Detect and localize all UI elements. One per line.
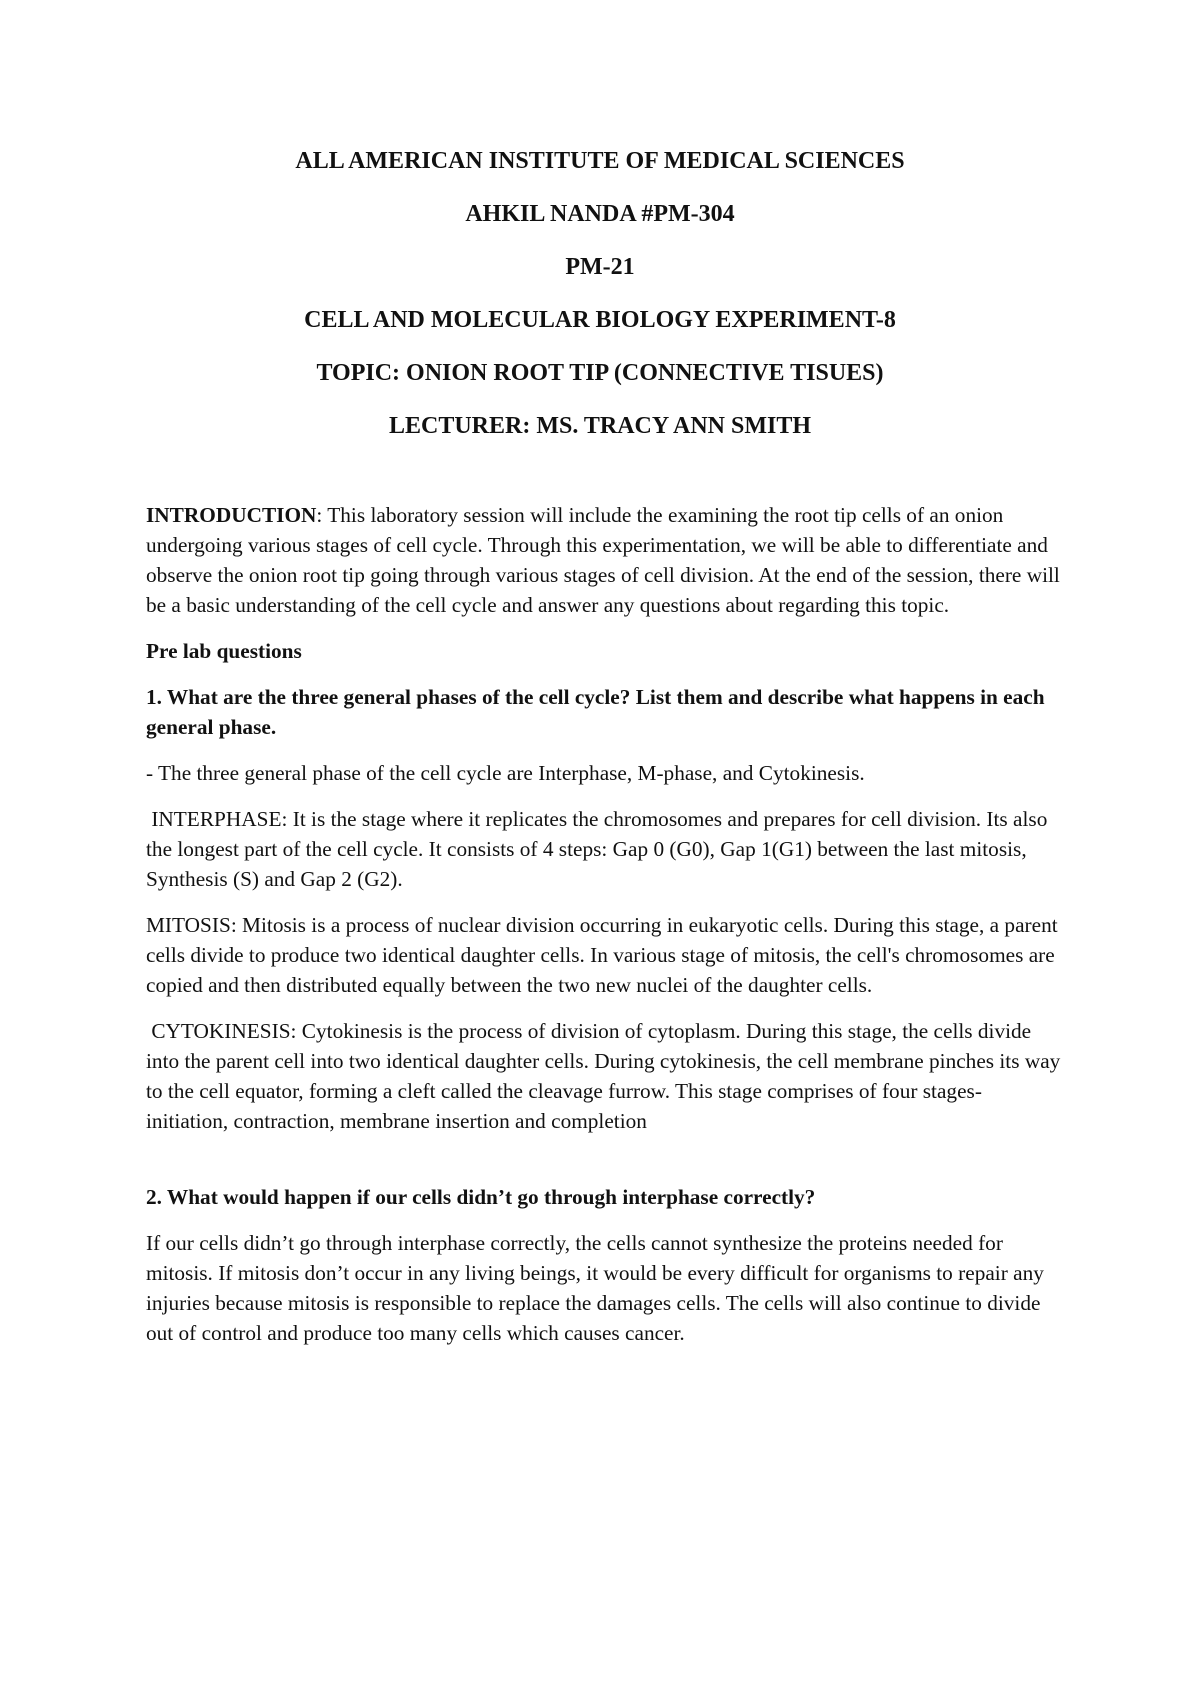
prelab-heading: Pre lab questions [146,639,302,663]
introduction-paragraph [146,500,1066,620]
spacer [146,1152,1066,1182]
question-2: 2. What would happen if our cells didn’t go through interphase correctly? [146,1185,816,1209]
course-code: PM-21 [565,254,635,280]
lecturer-line: LECTURER: MS. TRACY ANN SMITH [388,413,812,439]
experiment-title: CELL AND MOLECULAR BIOLOGY EXPERIMENT-8 [304,307,896,333]
title-block [0,148,1200,466]
answer-1-mitosis: MITOSIS: Mitosis is a process of nuclear division occurring in eukaryotic cells. During this stage, a parent cells divide to produce two identical daughter cells. In various stage of mitosis, the cell's chromosomes are copied and then distributed equally between the two new nuclei of the daughter cells. [146,913,1058,997]
question-1: 1. What are the three general phases of the cell cycle? List them and describe what happens in each general phase. [146,685,1045,739]
topic-line: TOPIC: ONION ROOT TIP (CONNECTIVE TISUES) [316,360,884,386]
answer-2: If our cells didn’t go through interphase correctly, the cells cannot synthesize the proteins needed for mitosis. If mitosis don’t occur in any living beings, it would be every difficult for organisms to repair any injuries because mitosis is responsible to replace the damages cells. The cells will also continue to divide out of control and produce too many cells which causes cancer. [146,1231,1044,1345]
introduction-label: INTRODUCTION [146,503,317,527]
document-body [146,500,1066,1364]
answer-1-interphase: INTERPHASE: It is the stage where it replicates the chromosomes and prepares for cell division. Its also the longest part of the cell cycle. It consists of 4 steps: Gap 0 (G0), Gap 1(G1) between the last mitosis, Synthesis (S) and Gap 2 (G2). [146,807,1053,891]
introduction-text: : This laboratory session will include the examining the root tip cells of an onion undergoing various stages of cell cycle. Through this experimentation, we will be able to differentiate and observe the onion root tip going through various stages of cell division. At the end of the session, there will be a basic understanding of the cell cycle and answer any questions about regarding this topic. [146,503,1060,617]
student-name: AHKIL NANDA #PM-304 [465,201,735,227]
institute-name: ALL AMERICAN INSTITUTE OF MEDICAL SCIENCES [295,148,905,174]
answer-1-intro: - The three general phase of the cell cycle are Interphase, M-phase, and Cytokinesis. [146,761,865,785]
answer-1-cytokinesis: CYTOKINESIS: Cytokinesis is the process of division of cytoplasm. During this stage, the cells divide into the parent cell into two identical daughter cells. During cytokinesis, the cell membrane pinches its way to the cell equator, forming a cleft called the cleavage furrow. This stage comprises of four stages- initiation, contraction, membrane insertion and completion [146,1019,1066,1133]
